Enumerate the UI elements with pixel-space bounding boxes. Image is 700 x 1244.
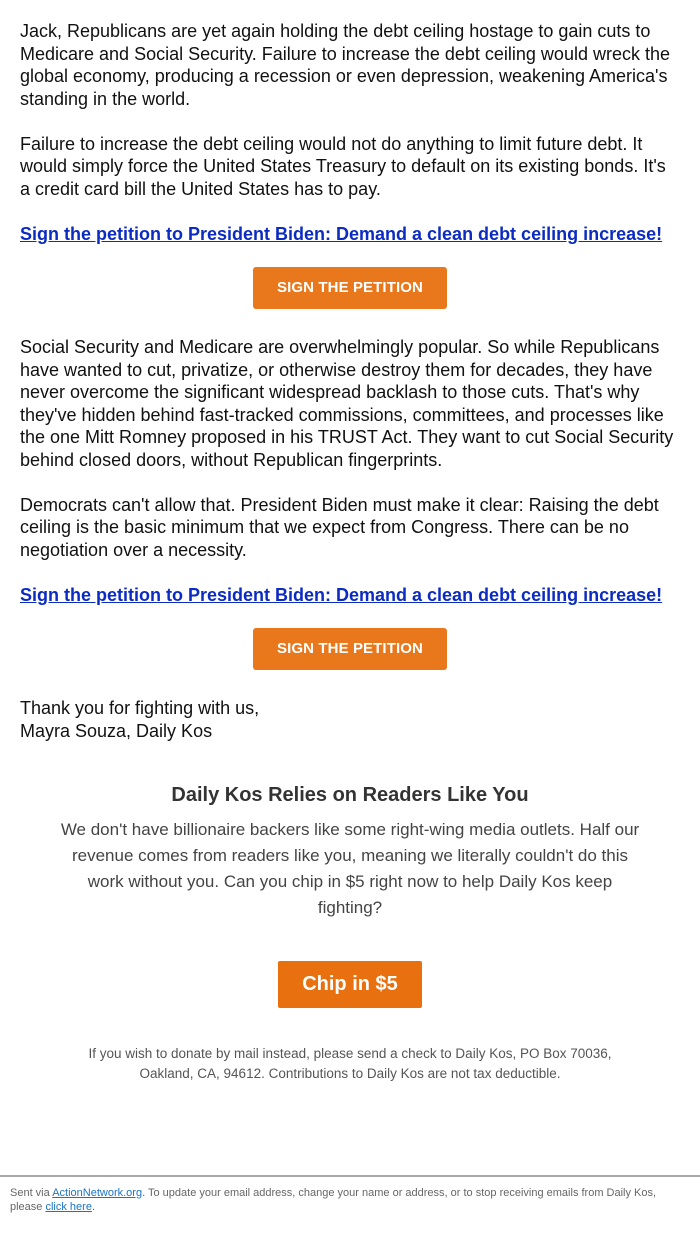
footer-update-text: . To update your email address, change your name or address, or to stop receiving emails from Daily Kos, please xyxy=(10,1187,657,1213)
footer-sent-via: Sent via xyxy=(10,1187,53,1199)
footer xyxy=(10,1186,680,1214)
signoff-line: Thank you for fighting with us, xyxy=(20,698,260,718)
action-network-link[interactable]: ActionNetwork.org xyxy=(52,1187,143,1199)
petition-button-row xyxy=(20,267,680,309)
signature-name: Mayra Souza, Daily Kos xyxy=(20,720,213,741)
petition-button-row-2 xyxy=(20,628,680,670)
donate-by-mail-note: If you wish to donate by mail instead, please send a check to Daily Kos, PO Box 70036, Oakland, CA, 94612. Contributions to Daily Kos are not tax deductible. xyxy=(88,1046,612,1081)
petition-link-row xyxy=(20,223,680,246)
support-section xyxy=(60,783,640,921)
footer-divider xyxy=(0,1175,700,1177)
paragraph-debt-ceiling-hostage: Jack, Republicans are yet again holding the debt ceiling hostage to gain cuts to Medicare and Social Security. Failure to increase the debt ceiling would wreck the global economy, producing a recession or even depression, weakening America's standing in the world. xyxy=(20,21,670,109)
petition-link[interactable]: Sign the petition to President Biden: Demand a clean debt ceiling increase! xyxy=(20,223,663,244)
sign-petition-button-2[interactable]: SIGN THE PETITION xyxy=(253,628,447,670)
petition-link-row-2 xyxy=(20,584,680,607)
paragraph-social-security-popular: Social Security and Medicare are overwhelmingly popular. So while Republicans have wanted to cut, privatize, or otherwise destroy them for decades, they have never overcome the significant widespread backlash to those cuts. That's why they've hidden behind fast-tracked commissions, committees, and processes like the one Mitt Romney proposed in his TRUST Act. They want to cut Social Security behind closed doors, without Republican fingerprints. xyxy=(20,337,674,470)
unsubscribe-link[interactable]: click here xyxy=(45,1201,92,1213)
chip-in-button[interactable]: Chip in $5 xyxy=(278,961,422,1008)
support-heading: Daily Kos Relies on Readers Like You xyxy=(171,784,529,806)
email-body xyxy=(20,20,680,742)
paragraph-default-bonds: Failure to increase the debt ceiling would not do anything to limit future debt. It would simply force the United States Treasury to default on its existing bonds. It's a credit card bill the United States has to pay. xyxy=(20,133,666,199)
support-description: We don't have billionaire backers like some right-wing media outlets. Half our revenue comes from readers like you, meaning we literally couldn't do this work without you. Can you chip in $5 right now to help Daily Kos keep fighting? xyxy=(60,820,640,917)
petition-link-2[interactable]: Sign the petition to President Biden: Demand a clean debt ceiling increase! xyxy=(20,584,663,605)
footer-suffix: . xyxy=(91,1201,96,1213)
paragraph-democrats-cant-allow: Democrats can't allow that. President Biden must make it clear: Raising the debt ceiling is the basic minimum that we expect from Congress. There can be no negotiation over a necessity. xyxy=(20,494,659,560)
sign-petition-button[interactable]: SIGN THE PETITION xyxy=(253,267,447,309)
